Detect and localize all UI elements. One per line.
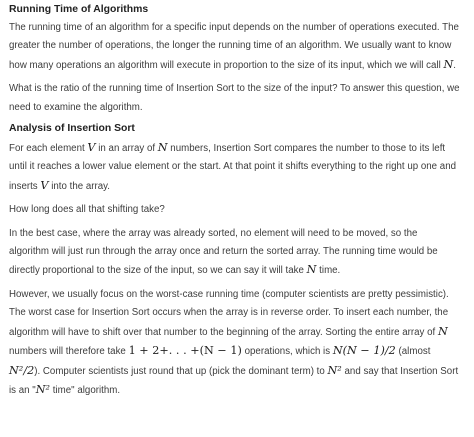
paragraph-best-case	[9, 225, 460, 281]
math-n-squared: N²	[35, 382, 51, 396]
math-n: N	[443, 57, 454, 71]
math-n-squared: N²	[327, 363, 342, 377]
paragraph-ratio-question: What is the ratio of the running time of Insertion Sort to the size of the input? To answer this question, we need to examine the algorithm.	[9, 83, 460, 113]
text: operations, which is	[241, 346, 333, 358]
paragraph-shifting-question: How long does all that shifting take?	[9, 204, 165, 216]
math-v: V	[87, 141, 96, 155]
heading-analysis: Analysis of Insertion Sort	[9, 123, 135, 135]
heading-running-time: Running Time of Algorithms	[9, 4, 149, 15]
text: (almost	[395, 346, 431, 358]
text: In the best case, where the array was already sorted, no element will need to be moved, so the algorithm will just run through the array once and return the sorted array. The running time would be directly proportional to the size of the input, so we can say it will take	[9, 227, 438, 277]
math-n: N	[437, 324, 448, 338]
text: For each element	[9, 143, 88, 155]
math-sum: 1 + 2+. . . +(N − 1)	[128, 344, 242, 358]
text: time" algorithm.	[50, 384, 121, 396]
text: time.	[316, 265, 341, 277]
math-n: N	[157, 141, 168, 155]
text: numbers, Insertion Sort compares the number to those to its left until it reaches a lower value element or the start. At that point it shifts everything to the right up one and inserts	[9, 143, 457, 192]
paragraph-insertion-sort-description	[9, 139, 460, 196]
text: and say that Insertion Sort is an "	[9, 365, 459, 396]
paragraph-worst-case	[9, 286, 460, 400]
text: .	[453, 59, 457, 71]
math-n: N	[306, 263, 317, 277]
math-n-n-minus-1-over-2: N(N − 1)/2	[332, 344, 396, 358]
text: ). Computer scientists just round that up (pick the dominant term) to	[34, 365, 328, 377]
text: in an array of	[95, 143, 158, 155]
text: numbers will therefore take	[9, 346, 129, 358]
math-n-squared-over-2: N²/2	[9, 363, 35, 377]
math-v: V	[40, 178, 49, 192]
paragraph-running-time-intro	[9, 19, 460, 75]
text: into the array.	[48, 180, 111, 192]
text: However, we usually focus on the worst-case running time (computer scientists are pretty pessimistic). The worst case for Insertion Sort occurs when the array is in reverse order. To insert each number, the algorithm will have to shift over that number to the beginning of the array. Sorting the entire array of	[9, 288, 449, 338]
text: The running time of an algorithm for a specific input depends on the number of operations executed. The greater the number of operations, the longer the running time of an algorithm. We usually want to know how many operations an algorithm will execute in proportion to the size of its input, which we will call	[9, 22, 459, 71]
